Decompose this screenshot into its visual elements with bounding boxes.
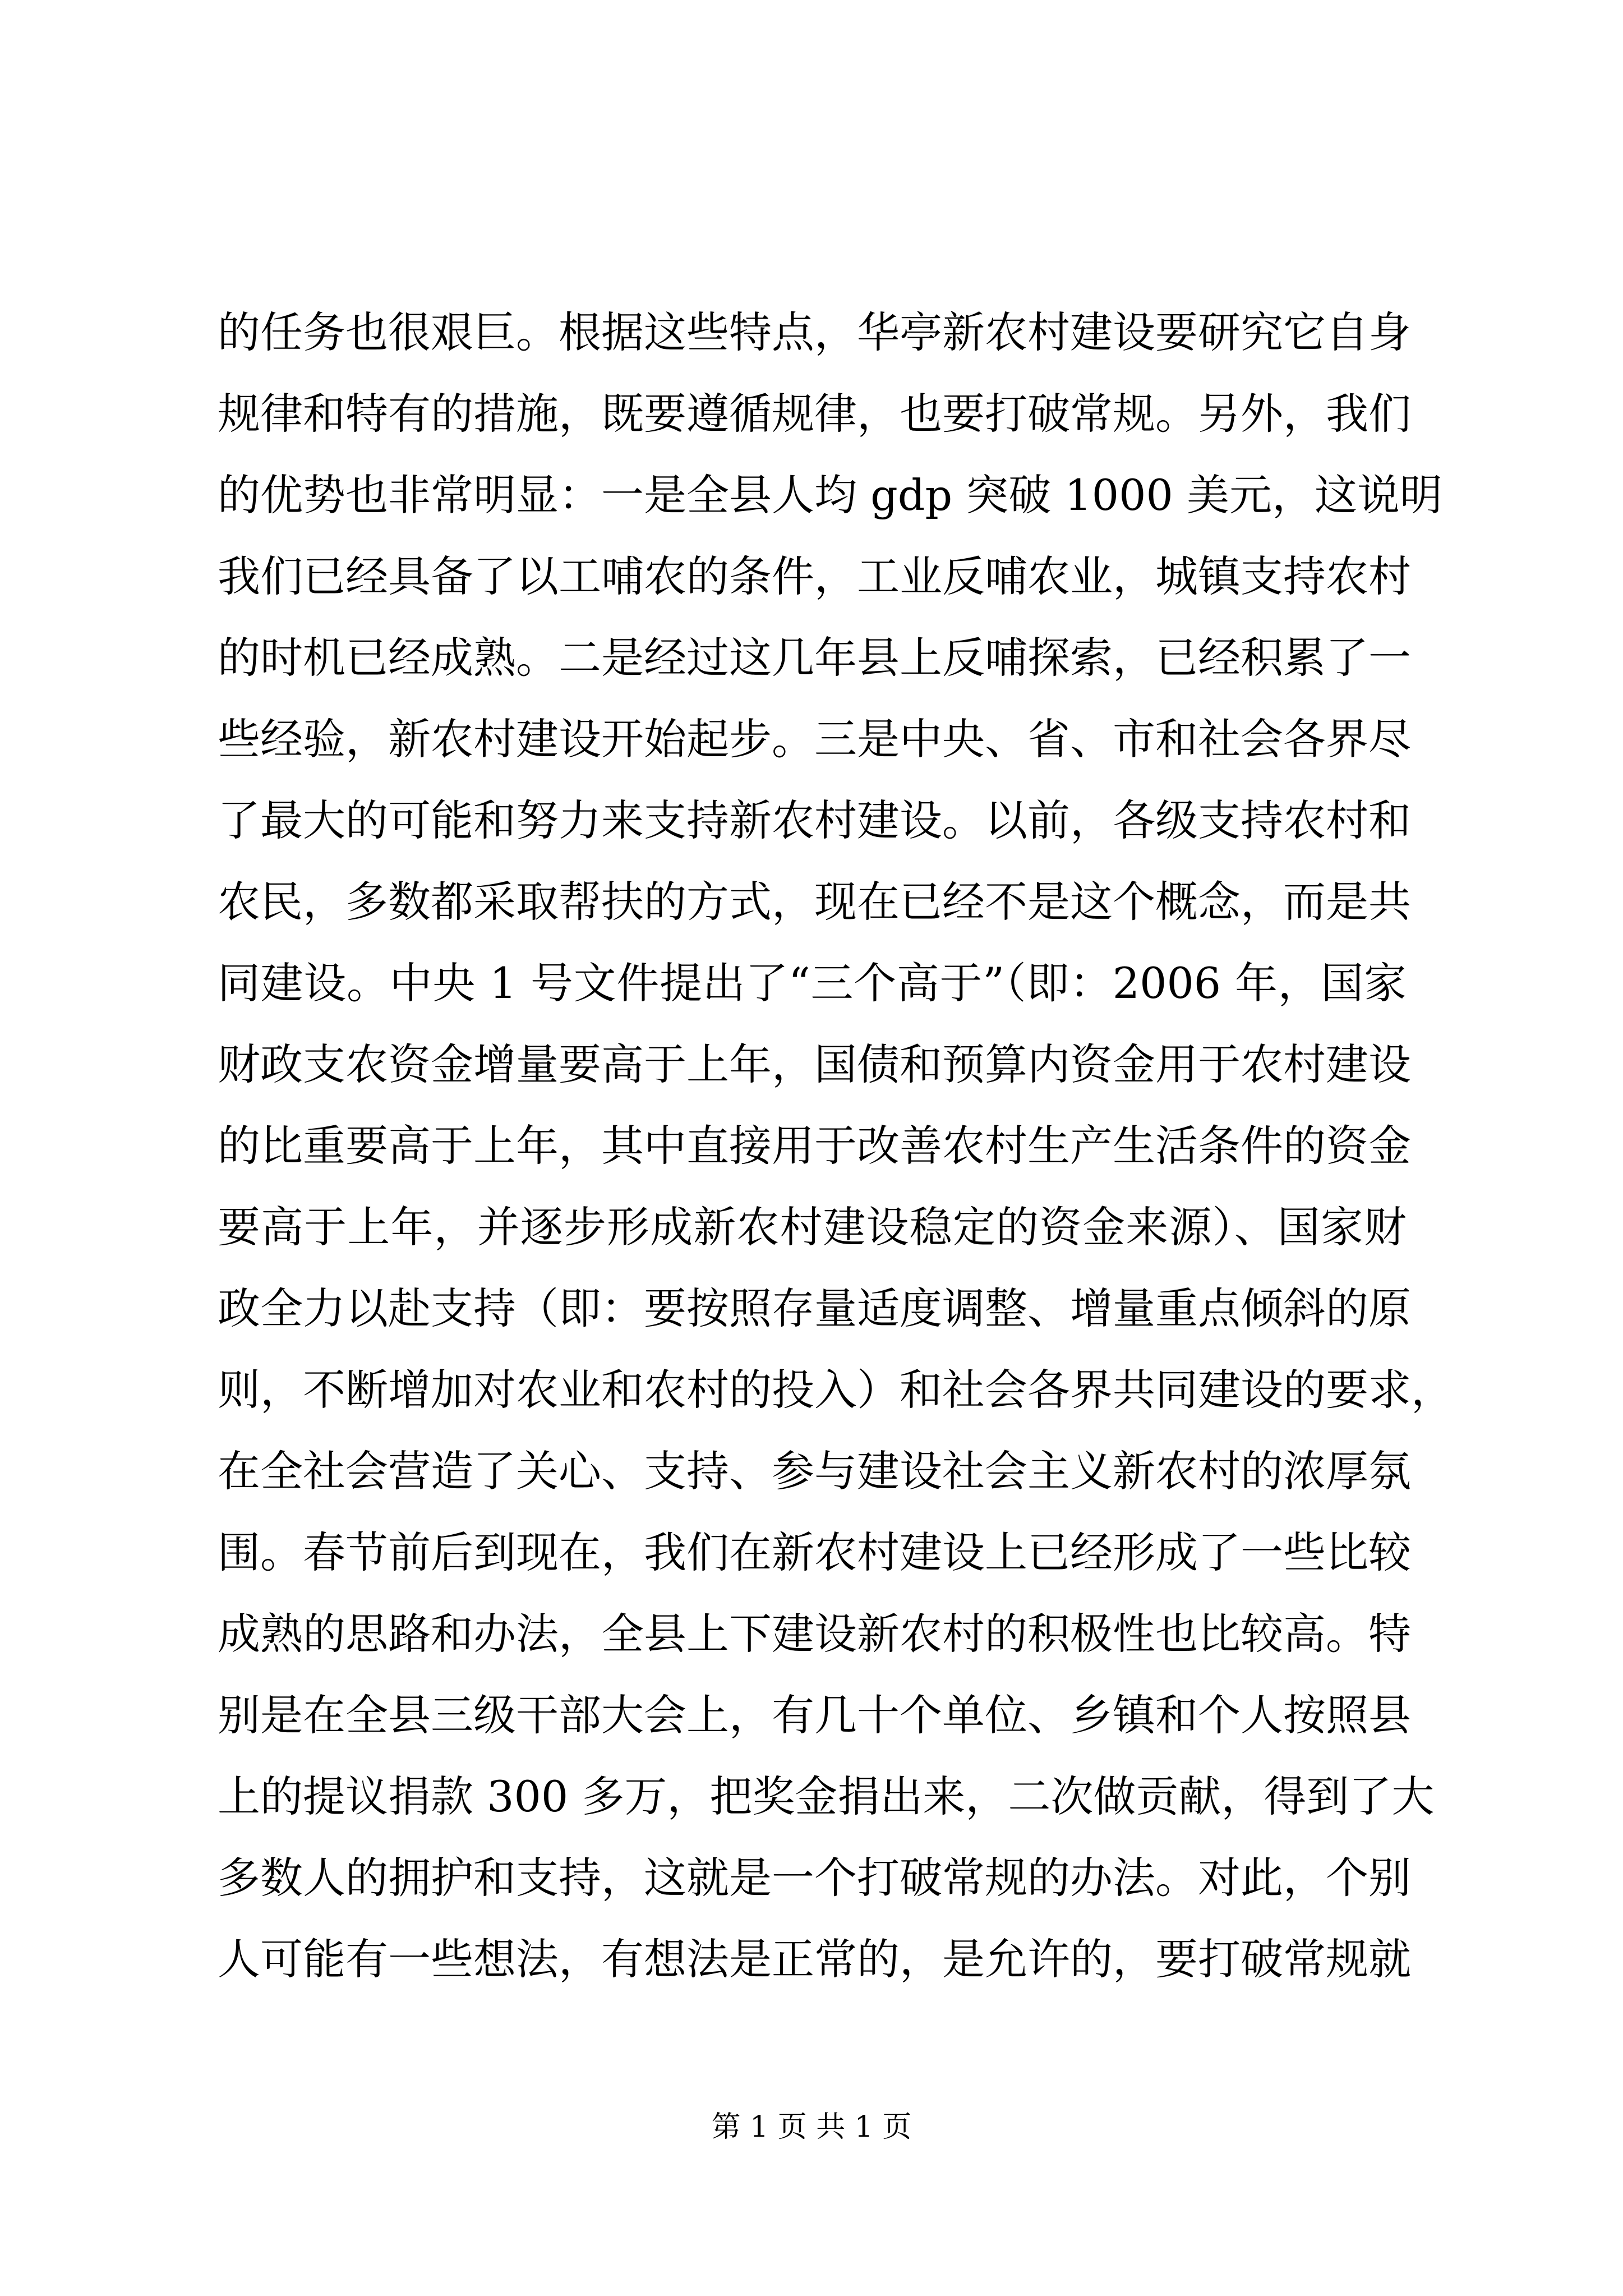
text-line: 政全力以赴支持（即：要按照存量适度调整、增量重点倾斜的原 (218, 1283, 1411, 1333)
text-line: 在全社会营造了关心、支持、参与建设社会主义新农村的浓厚氛 (218, 1446, 1411, 1496)
text-line: 规律和特有的措施，既要遵循规律，也要打破常规。另外，我们 (218, 389, 1411, 439)
text-line: 则，不断增加对农业和农村的投入）和社会各界共同建设的要求， (218, 1365, 1454, 1415)
text-line: 的优势也非常明显：一是全县人均 gdp 突破 1000 美元，这说明 (218, 470, 1442, 520)
text-line: 多数人的拥护和支持，这就是一个打破常规的办法。对此，个别 (218, 1853, 1411, 1903)
text-line: 了最大的可能和努力来支持新农村建设。以前，各级支持农村和 (218, 795, 1411, 845)
text-line: 的时机已经成熟。二是经过这几年县上反哺探索，已经积累了一 (218, 633, 1411, 683)
page-footer (0, 2110, 1623, 2144)
text-line: 同建设。中央 1 号文件提出了“三个高于”（即：2006 年，国家 (218, 958, 1407, 1008)
text-line: 上的提议捐款 300 多万，把奖金捐出来，二次做贡献，得到了大 (218, 1772, 1435, 1821)
text-line: 农民，多数都采取帮扶的方式，现在已经不是这个概念，而是共 (218, 877, 1411, 927)
text-line: 些经验，新农村建设开始起步。三是中央、省、市和社会各界尽 (218, 714, 1411, 764)
text-line: 要高于上年，并逐步形成新农村建设稳定的资金来源）、国家财 (218, 1202, 1407, 1252)
body-text (218, 292, 1454, 2000)
text-line: 的任务也很艰巨。根据这些特点，华亭新农村建设要研究它自身 (218, 307, 1411, 357)
text-line: 的比重要高于上年，其中直接用于改善农村生产生活条件的资金 (218, 1121, 1411, 1171)
text-line: 围。春节前后到现在，我们在新农村建设上已经形成了一些比较 (218, 1527, 1411, 1577)
page-number-label: 第 1 页 共 1 页 (711, 2110, 912, 2144)
text-line: 我们已经具备了以工哺农的条件，工业反哺农业，城镇支持农村 (218, 551, 1411, 601)
text-line: 成熟的思路和办法，全县上下建设新农村的积极性也比较高。特 (218, 1609, 1411, 1659)
text-line: 别是在全县三级干部大会上，有几十个单位、乡镇和个人按照县 (218, 1690, 1411, 1740)
text-line: 财政支农资金增量要高于上年，国债和预算内资金用于农村建设 (218, 1039, 1411, 1089)
text-line: 人可能有一些想法，有想法是正常的，是允许的，要打破常规就 (218, 1934, 1411, 1984)
